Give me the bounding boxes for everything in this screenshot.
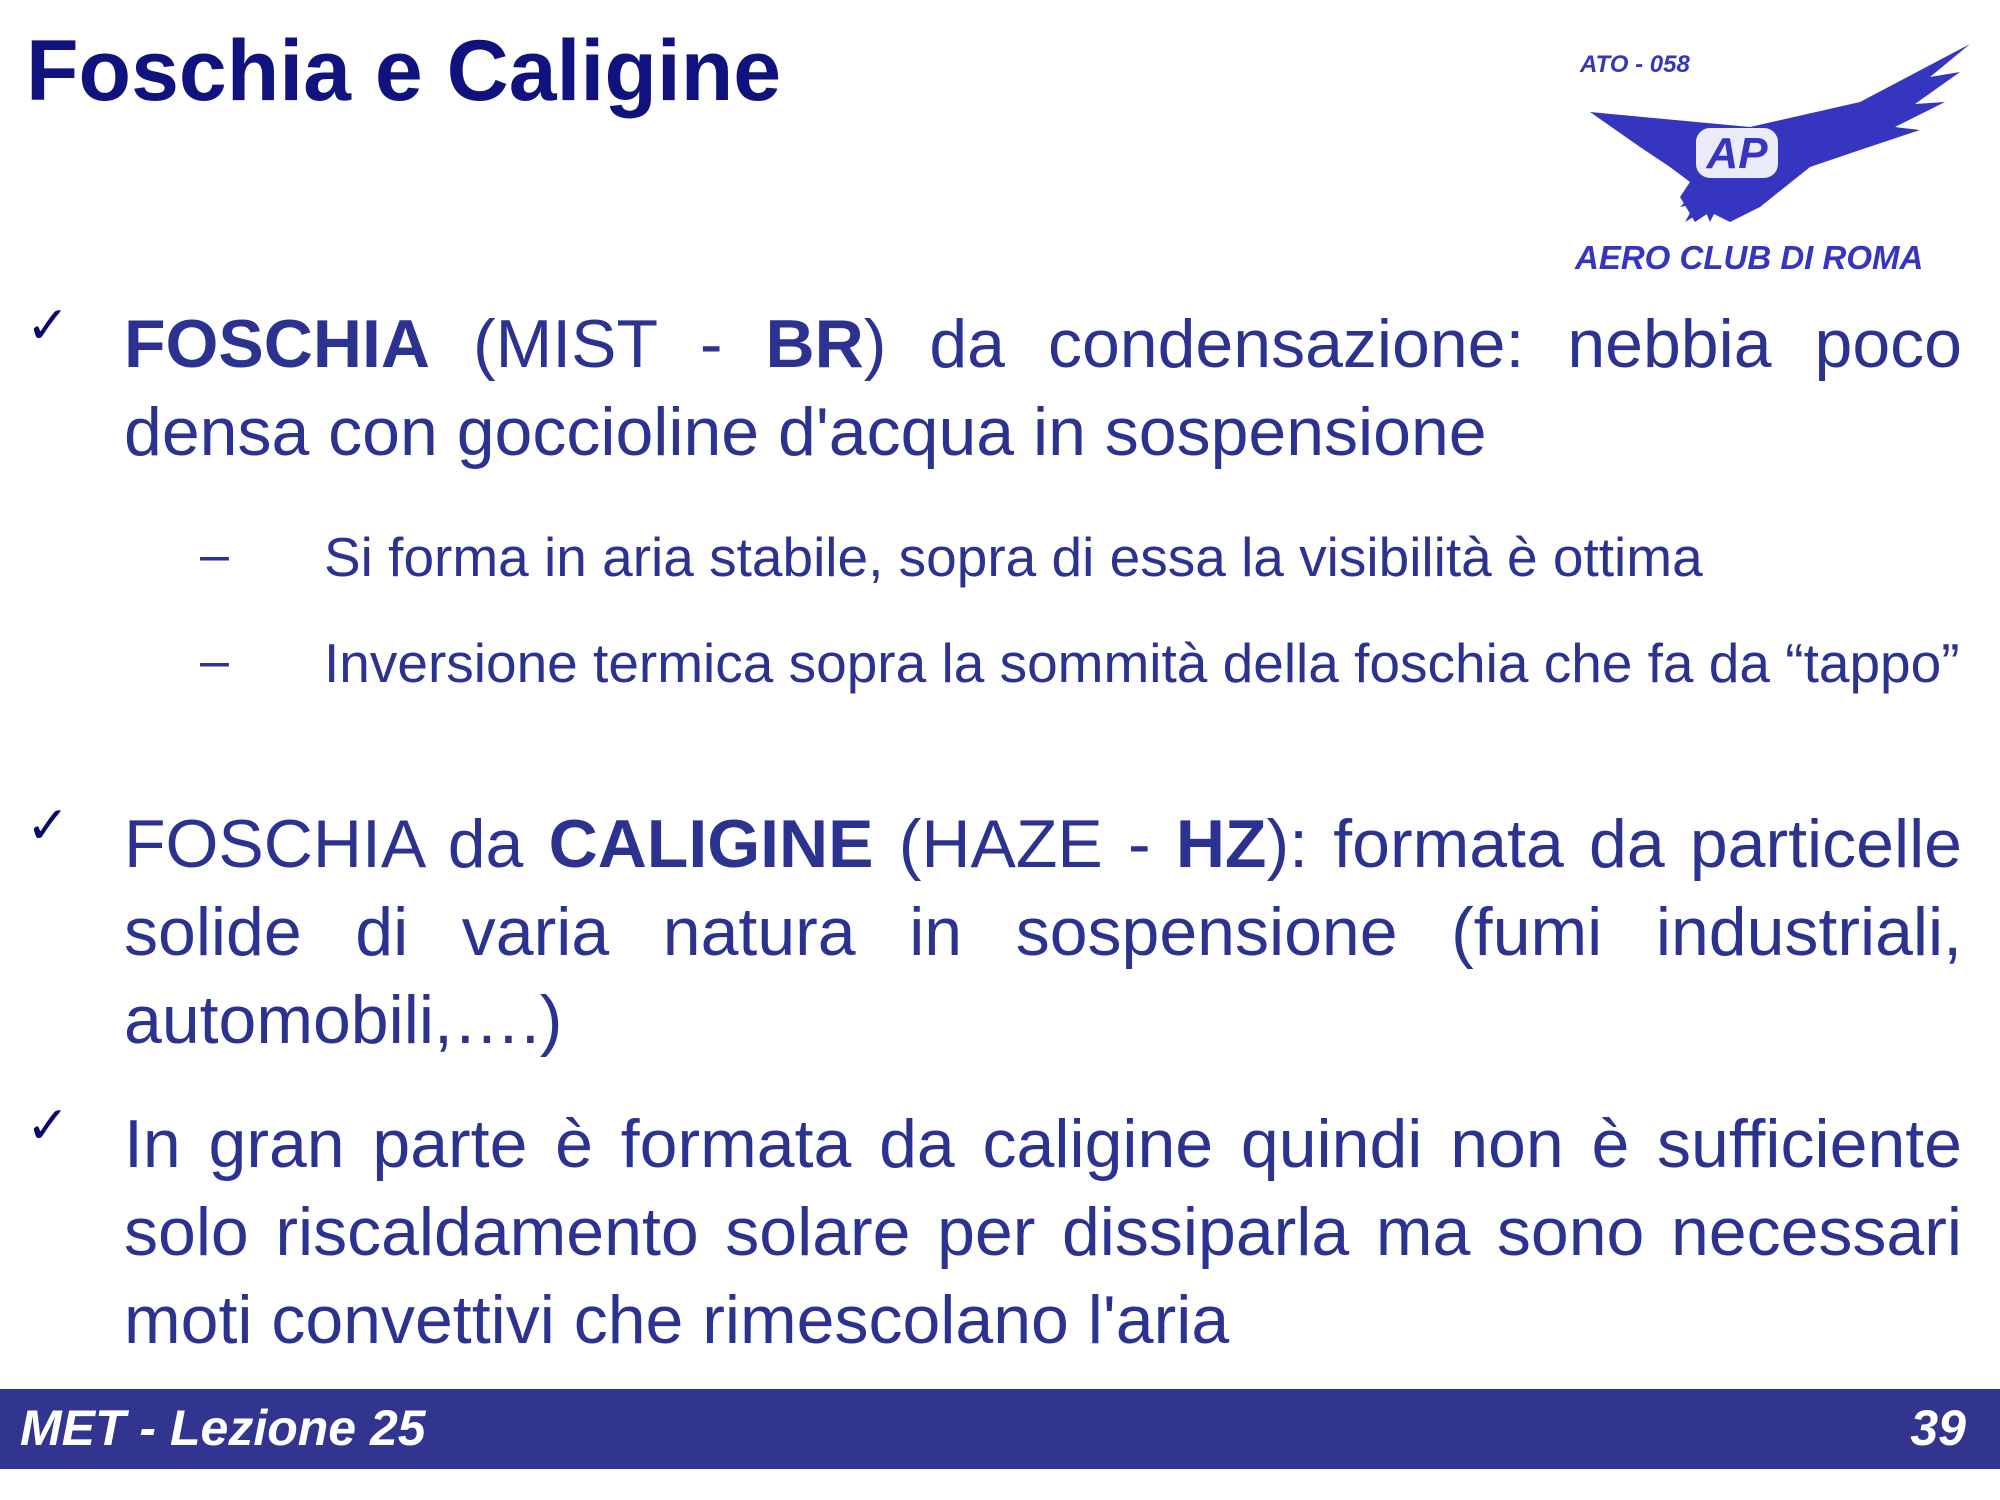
slide-title: Foschia e Caligine xyxy=(26,23,782,119)
bullet-text xyxy=(124,1100,1962,1364)
bullet-bold: HZ xyxy=(1175,806,1267,882)
footer-lesson: MET - Lezione 25 xyxy=(20,1400,426,1456)
bullet-text-part: In gran parte è formata da caligine quindi non è sufficiente solo riscaldamento solare per dissiparla ma sono necessari moti convettivi che rimescolano l'aria xyxy=(124,1106,1962,1358)
bullet-text-part: FOSCHIA da xyxy=(124,806,549,882)
bullet-bold: BR xyxy=(765,306,864,382)
bullet-text xyxy=(124,800,1962,1064)
checkmark-icon: ✓ xyxy=(26,1096,70,1156)
page-number: 39 xyxy=(1910,1400,1966,1456)
subitem-text: Inversione termica sopra la sommità della foschia che fa da “tappo” xyxy=(324,632,1960,694)
bullet-bold: CALIGINE xyxy=(548,806,874,882)
subitem-text: Si forma in aria stabile, sopra di essa la visibilità è ottima xyxy=(324,526,1703,588)
dash-bullet: – xyxy=(200,526,229,584)
subitem-inversion xyxy=(200,626,1966,701)
checkmark-icon: ✓ xyxy=(26,296,70,356)
subitem-stable-air xyxy=(200,520,1966,595)
aero-club-logo xyxy=(1560,32,1985,282)
bullet-text xyxy=(124,300,1962,476)
bullet-caligine-haze xyxy=(26,796,1966,1064)
bullet-text-part: (HAZE - xyxy=(873,806,1176,882)
bullet-bold: FOSCHIA xyxy=(124,306,430,382)
bullet-text-part: ) da condensazione: nebbia poco densa con goccioline d'acqua in sospensione xyxy=(124,306,1962,470)
bullet-foschia-mist xyxy=(26,296,1966,476)
logo-name: AERO CLUB DI ROMA xyxy=(1575,239,1924,276)
logo-monogram: AP xyxy=(1706,129,1768,178)
logo-code: ATO - 058 xyxy=(1580,51,1690,78)
footer-bar xyxy=(0,1389,2000,1469)
dash-bullet: – xyxy=(200,632,229,690)
checkmark-icon: ✓ xyxy=(26,796,70,856)
bullet-text-part: (MIST - xyxy=(430,306,766,382)
bullet-convective-motion xyxy=(26,1096,1966,1364)
bullet-text-part: ): formata da particelle solide di varia natura in sospensione (fumi industriali, automobili,….) xyxy=(124,806,1962,1058)
